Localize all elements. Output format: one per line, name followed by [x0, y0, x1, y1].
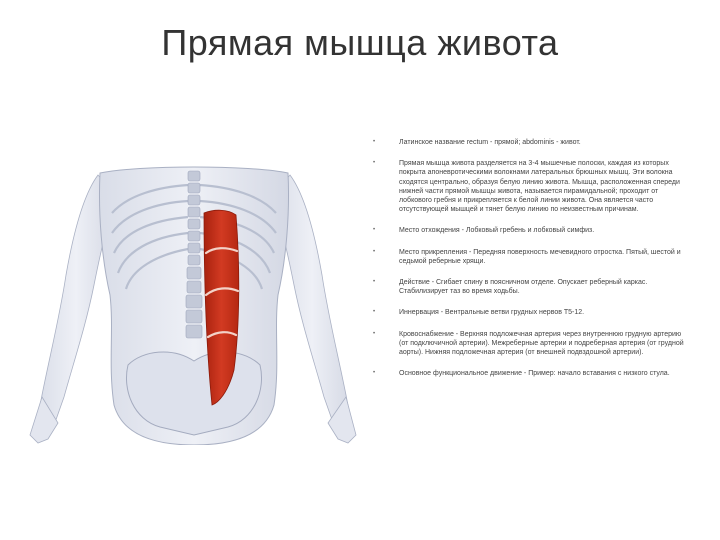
bullet-dot: •: [373, 370, 376, 377]
bullet-dot: •: [373, 160, 376, 167]
list-item: [370, 138, 692, 147]
bullet-text: Кровоснабжение - Верхняя подложечная артерия через внутреннюю грудную артерию (от подключичной артерии). Межреберные артерии и подреберная артерия (от грудной аорты). Нижняя подложечная артерия (от внешней подвздошной артерии).: [399, 330, 684, 357]
list-item: [370, 278, 692, 296]
bullet-dot: •: [373, 309, 376, 316]
list-item: [370, 159, 692, 214]
bullet-text: Действие - Сгибает спину в поясничном отделе. Опускает реберный каркас. Стабилизирует таз во время ходьбы.: [399, 279, 648, 296]
bullet-dot: •: [373, 139, 376, 145]
bullet-dot: •: [373, 330, 376, 337]
bullet-text: Иннервация - Вентральные ветви грудных нервов T5-12.: [399, 309, 585, 317]
bullet-dot: •: [373, 279, 376, 286]
bullet-dot: •: [373, 227, 376, 234]
anatomy-illustration: [28, 165, 358, 445]
slide-title: Прямая мышца живота: [161, 22, 559, 63]
bullet-text: Прямая мышца живота разделяется на 3-4 мышечные полоски, каждая из которых покрыта апоневротическими волокнами латеральных брюшных мышц. Эти волокна сходятся центрально, образуя белую линию живота. Мышца, расположенная спереди нижней части прямой мышцы живота, называется пирамидальной; проходит от лобкового гребня и прикрепляется к белой линии живота. Она является часто отсутствующей мышцей и тянет белую линию по неизвестным причинам.: [399, 160, 680, 214]
list-item: [370, 369, 692, 378]
bullet-list: [370, 138, 692, 390]
bullet-text: Место прикрепления - Передняя поверхность мечевидного отростка. Пятый, шестой и седьмой реберные хрящи.: [399, 248, 681, 265]
bullet-dot: •: [373, 248, 376, 255]
list-item: [370, 248, 692, 266]
bullet-text: Место отхождения - Лобковый гребень и лобковый симфиз.: [399, 227, 595, 235]
bullet-text: Основное функциональное движение - Пример: начало вставания с низкого стула.: [399, 370, 670, 378]
list-item: [370, 330, 692, 358]
bullet-text: Латинское название rectum - прямой; abdominis - живот.: [399, 139, 581, 146]
list-item: [370, 226, 692, 235]
list-item: [370, 308, 692, 317]
